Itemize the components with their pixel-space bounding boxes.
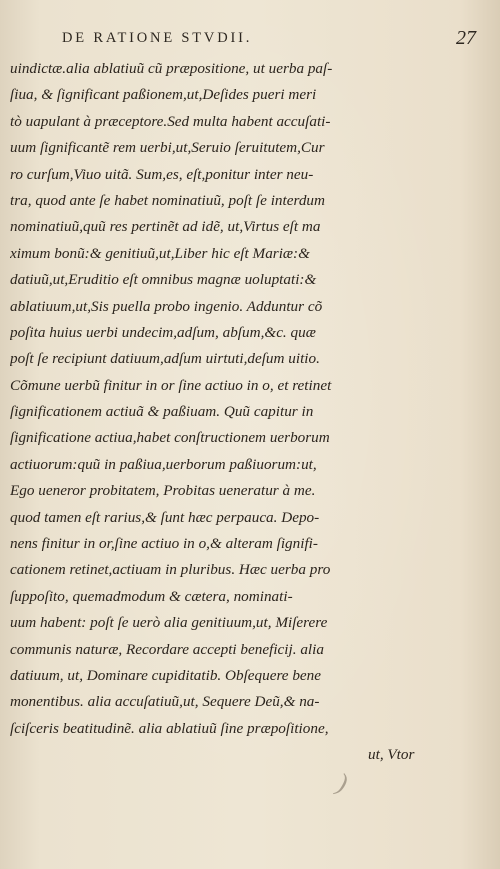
text-line: poſita huius uerbi undecim,adſum, abſum,&c. quæ	[10, 323, 316, 341]
text-line: tra, quod ante ſe habet nominatiuũ, poſt ſe interdum	[10, 191, 325, 209]
text-line: datiuũ,ut,Eruditio eſt omnibus magnæ uoluptati:&	[10, 271, 317, 289]
text-line: monentibus. alia accuſatiuũ,ut, Sequere Deũ,& na-	[10, 693, 320, 711]
text-line: ximum bonũ:& genitiuũ,ut,Liber hic eſt Mariæ:&	[10, 244, 310, 262]
catchword: ut, Vtor	[368, 746, 415, 764]
page-header	[38, 27, 476, 54]
text-line: ablatiuum,ut,Sis puella probo ingenio. Adduntur cõ	[10, 297, 323, 315]
text-line: ſuppoſito, quemadmodum & cætera, nominati-	[10, 587, 293, 605]
text-line: ro curſum,Viuo uitã. Sum,es, eſt,ponitur inter neu-	[10, 165, 314, 183]
text-line: nominatiuũ,quũ res pertinẽt ad idẽ, ut,Virtus eſt ma	[10, 218, 321, 236]
text-line: ſignificationem actiuã & paßiuam. Quũ capitur in	[10, 403, 314, 421]
text-line: Cõmune uerbũ finitur in or ſine actiuo in o, et retinet	[10, 376, 332, 394]
body-text	[10, 56, 478, 769]
text-line: cationem retinet,actiuam in pluribus. Hæc uerba pro	[10, 561, 331, 579]
text-line: poſt ſe recipiunt datiuum,adſum uirtuti,deſum uitio.	[10, 350, 320, 368]
running-title: DE RATIONE STVDII.	[62, 30, 253, 46]
text-line: communis naturæ, Recordare accepti beneficij. alia	[10, 640, 324, 658]
text-line: actiuorum:quũ in paßiua,uerborum paßiuorum:ut,	[10, 455, 317, 473]
text-line: Ego ueneror probitatem, Probitas ueneratur à me.	[10, 482, 316, 500]
page-number: 27	[456, 27, 476, 49]
text-line: uindictæ.alia ablatiuũ cũ præpositione, ut uerba paſ-	[10, 60, 333, 77]
text-line: uum ſignificantẽ rem uerbi,ut,Seruio ſeruitutem,Cur	[10, 139, 325, 157]
text-line: nens finitur in or,ſine actiuo in o,& alteram ſignifi-	[10, 535, 318, 553]
text-line: datiuum, ut, Dominare cupiditatib. Obſequere bene	[10, 666, 322, 684]
stray-mark: )	[333, 767, 352, 798]
text-line: uum habent: poſt ſe uerò alia genitiuum,ut, Miſerere	[10, 614, 328, 632]
text-line: tò uapulant à præceptore.Sed multa habent accuſati-	[10, 112, 331, 130]
text-line: quod tamen eſt rarius,& ſunt hæc perpauca. Depo-	[10, 508, 320, 526]
text-line: ſiua, & ſignificant paßionem,ut,Deſides pueri meri	[10, 86, 317, 104]
text-line: ſignificatione actiua,habet conſtructionem uerborum	[10, 429, 330, 447]
text-line: ſciſceris beatitudinẽ. alia ablatiuũ ſine præpoſitione,	[10, 719, 329, 737]
